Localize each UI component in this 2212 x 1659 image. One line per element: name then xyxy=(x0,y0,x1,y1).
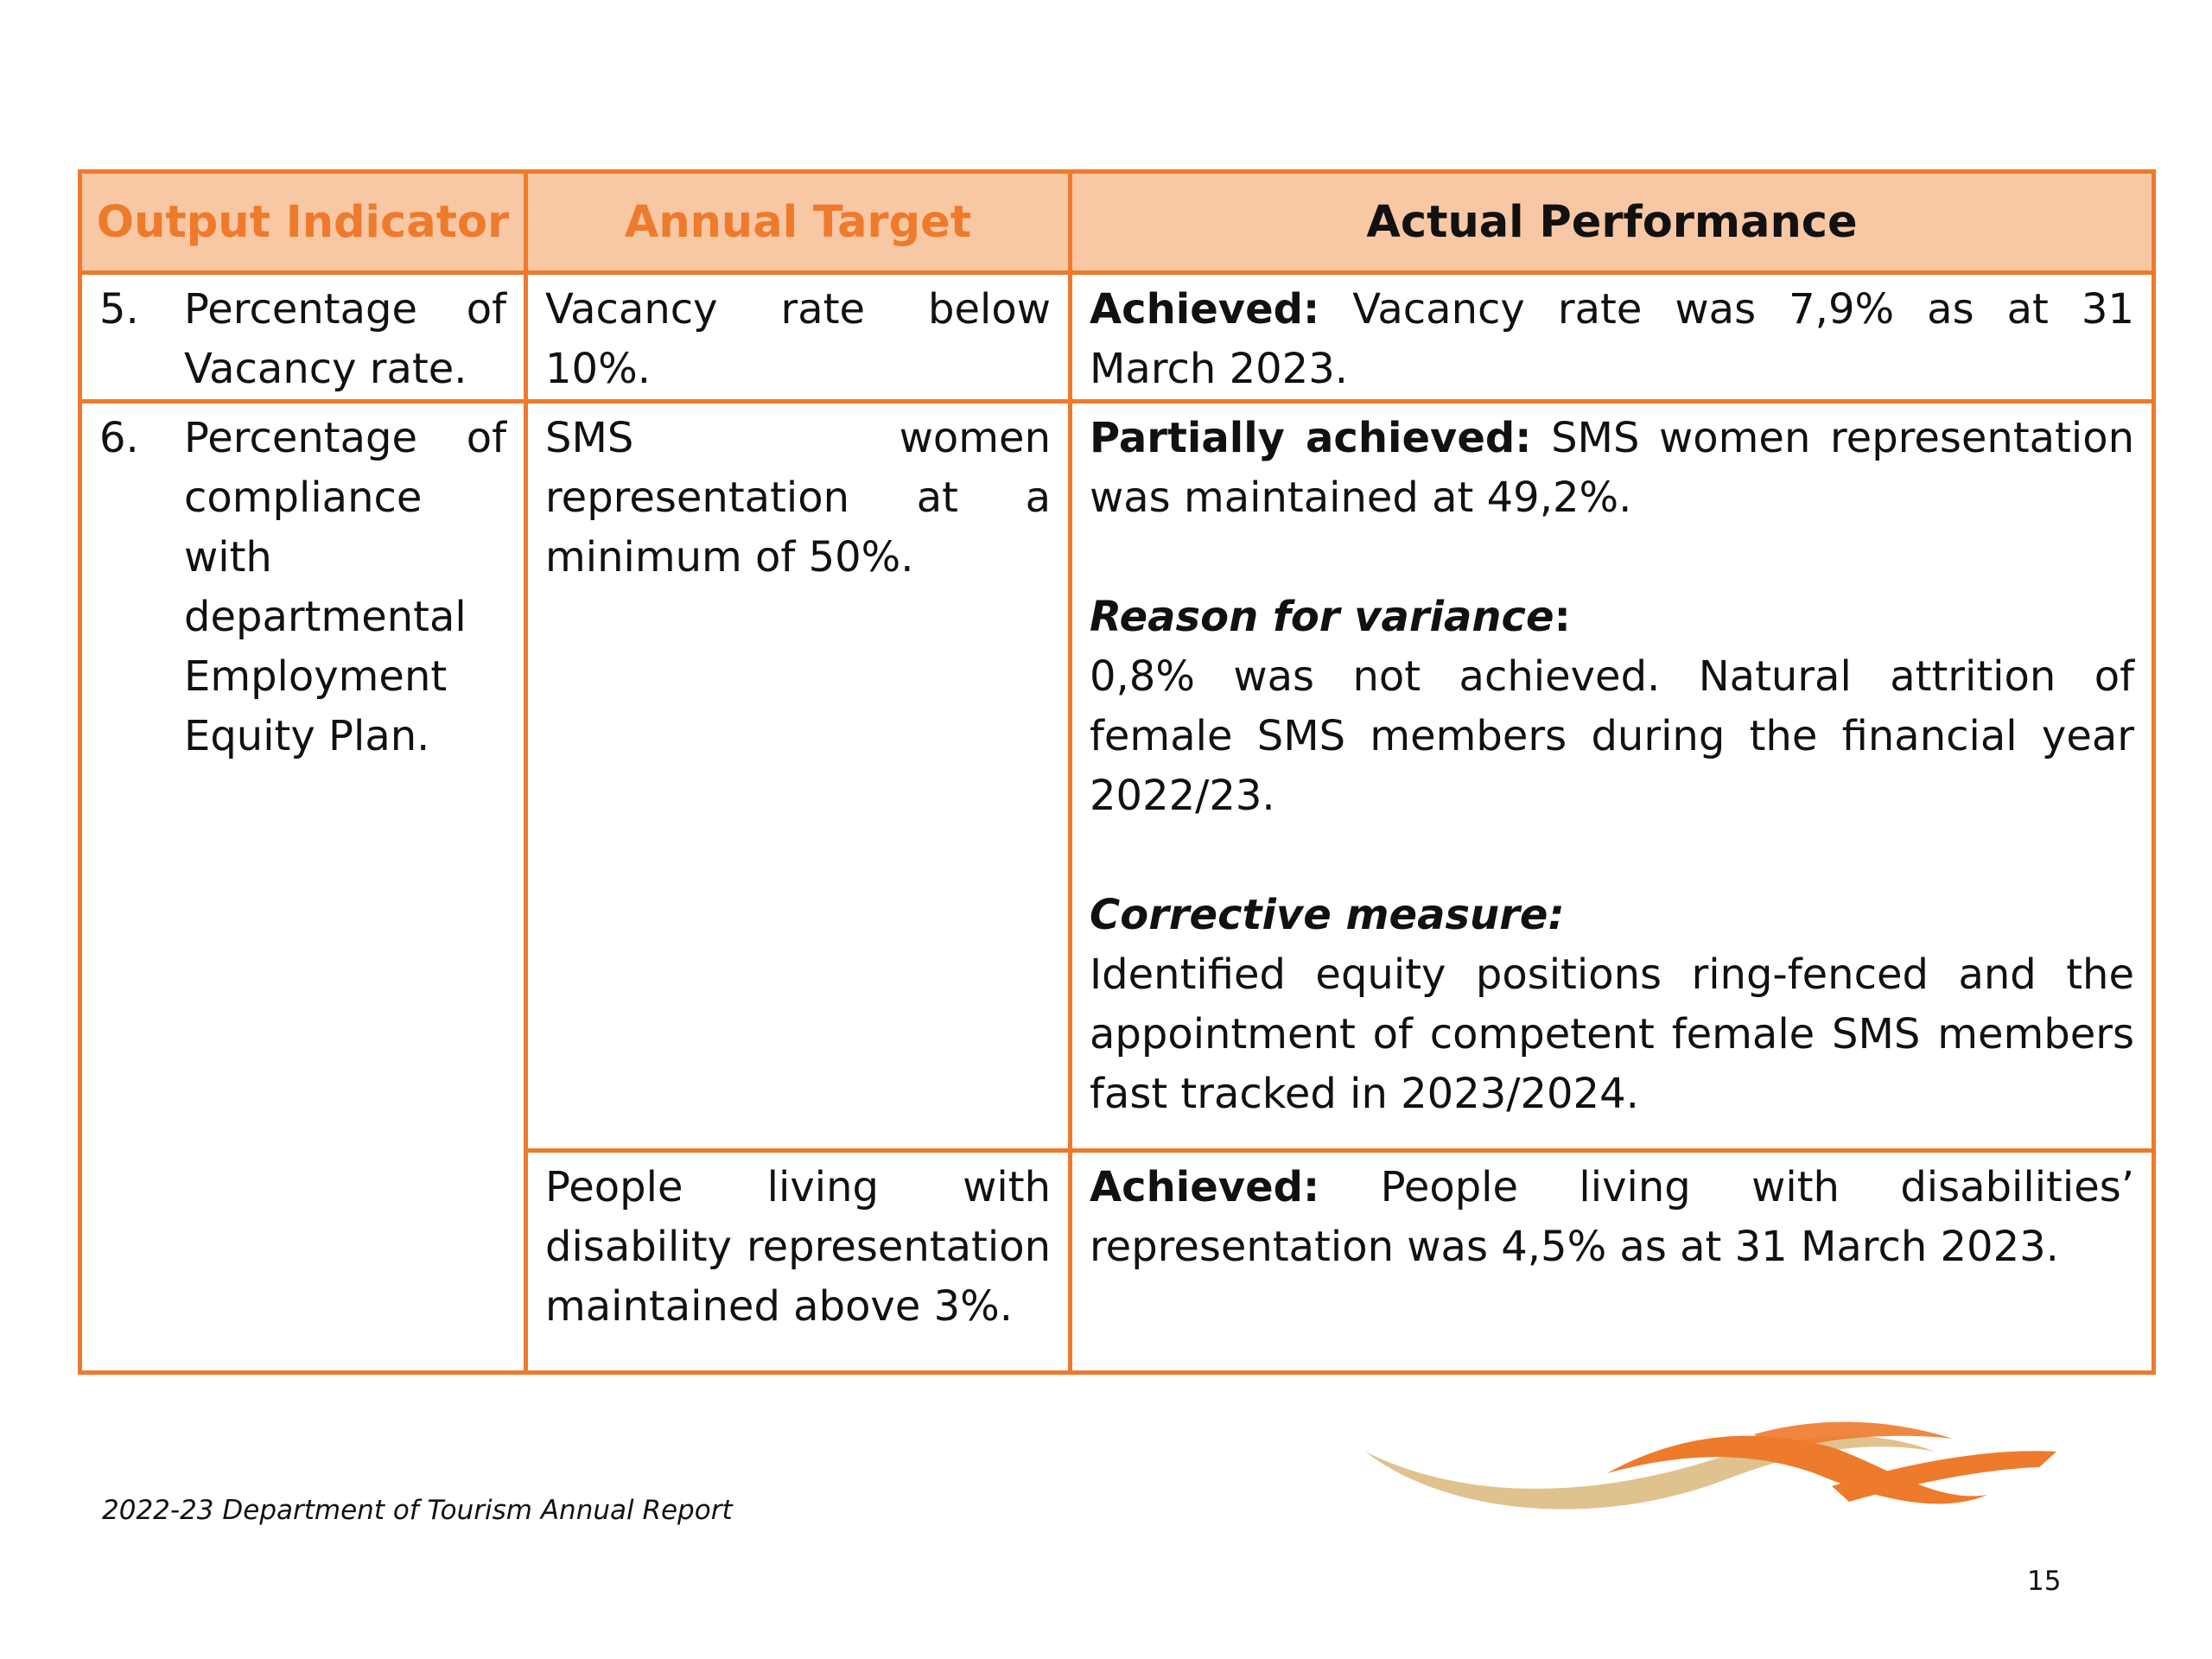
indicator-text: Percentage of Vacancy rate. xyxy=(184,285,506,393)
performance-text: People living with disabilities’ representation was 4,5% as at 31 March 2023. xyxy=(1090,1163,2134,1271)
indicator-remaining-text: compliance with departmental Employment Equity Plan. xyxy=(184,474,467,760)
header-annual-target: Annual Target xyxy=(526,172,1071,273)
status-label: Achieved: xyxy=(1090,1163,1320,1211)
performance-table xyxy=(78,169,2156,1375)
variance-heading: Reason for variance xyxy=(1090,593,1554,641)
corrective-text: Identified equity positions ring-fenced and the appointment of competent female SMS members fast tracked in 2023/2024. xyxy=(1090,950,2134,1118)
indicator-word-of: of xyxy=(466,414,506,462)
status-label: Partially achieved: xyxy=(1090,414,1532,462)
indicator-number: 6. xyxy=(99,414,139,462)
report-caption: 2022-23 Department of Tourism Annual Report xyxy=(102,1495,733,1526)
target-text: People living with disability representation maintained above 3%. xyxy=(545,1163,1051,1331)
header-actual-performance: Actual Performance xyxy=(1071,172,2154,273)
header-output-indicator: Output Indicator xyxy=(80,172,526,273)
table-row xyxy=(80,402,2154,1151)
target-text: SMS women representation at a minimum of 50%. xyxy=(545,414,1051,582)
indicator-cell xyxy=(80,273,526,402)
indicator-cell xyxy=(80,402,526,1373)
performance-text: Vacancy rate was 7,9% as at 31 March 2023. xyxy=(1090,285,2134,393)
variance-colon: : xyxy=(1554,593,1571,641)
target-cell xyxy=(526,402,1071,1151)
target-cell xyxy=(526,1151,1071,1373)
performance-text: SMS women representation was maintained at 49,2%. xyxy=(1090,414,2135,522)
target-text: Vacancy rate below 10%. xyxy=(545,285,1051,393)
page-number: 15 xyxy=(2027,1566,2062,1597)
indicator-number: 5. xyxy=(99,285,139,334)
variance-text: 0,8% was not achieved. Natural attrition of female SMS members during the financial year 2022/23. xyxy=(1090,652,2134,820)
indicator-text xyxy=(184,409,506,766)
table-header-row xyxy=(80,172,2154,273)
table-row xyxy=(80,273,2154,402)
performance-cell xyxy=(1071,273,2154,402)
status-label: Achieved: xyxy=(1090,285,1320,334)
department-swoosh-logo-icon xyxy=(1348,1400,2074,1529)
indicator-word-percentage: Percentage xyxy=(184,414,418,462)
performance-cell xyxy=(1071,1151,2154,1373)
corrective-heading: Corrective measure: xyxy=(1090,891,1565,939)
target-cell xyxy=(526,273,1071,402)
performance-cell xyxy=(1071,402,2154,1151)
